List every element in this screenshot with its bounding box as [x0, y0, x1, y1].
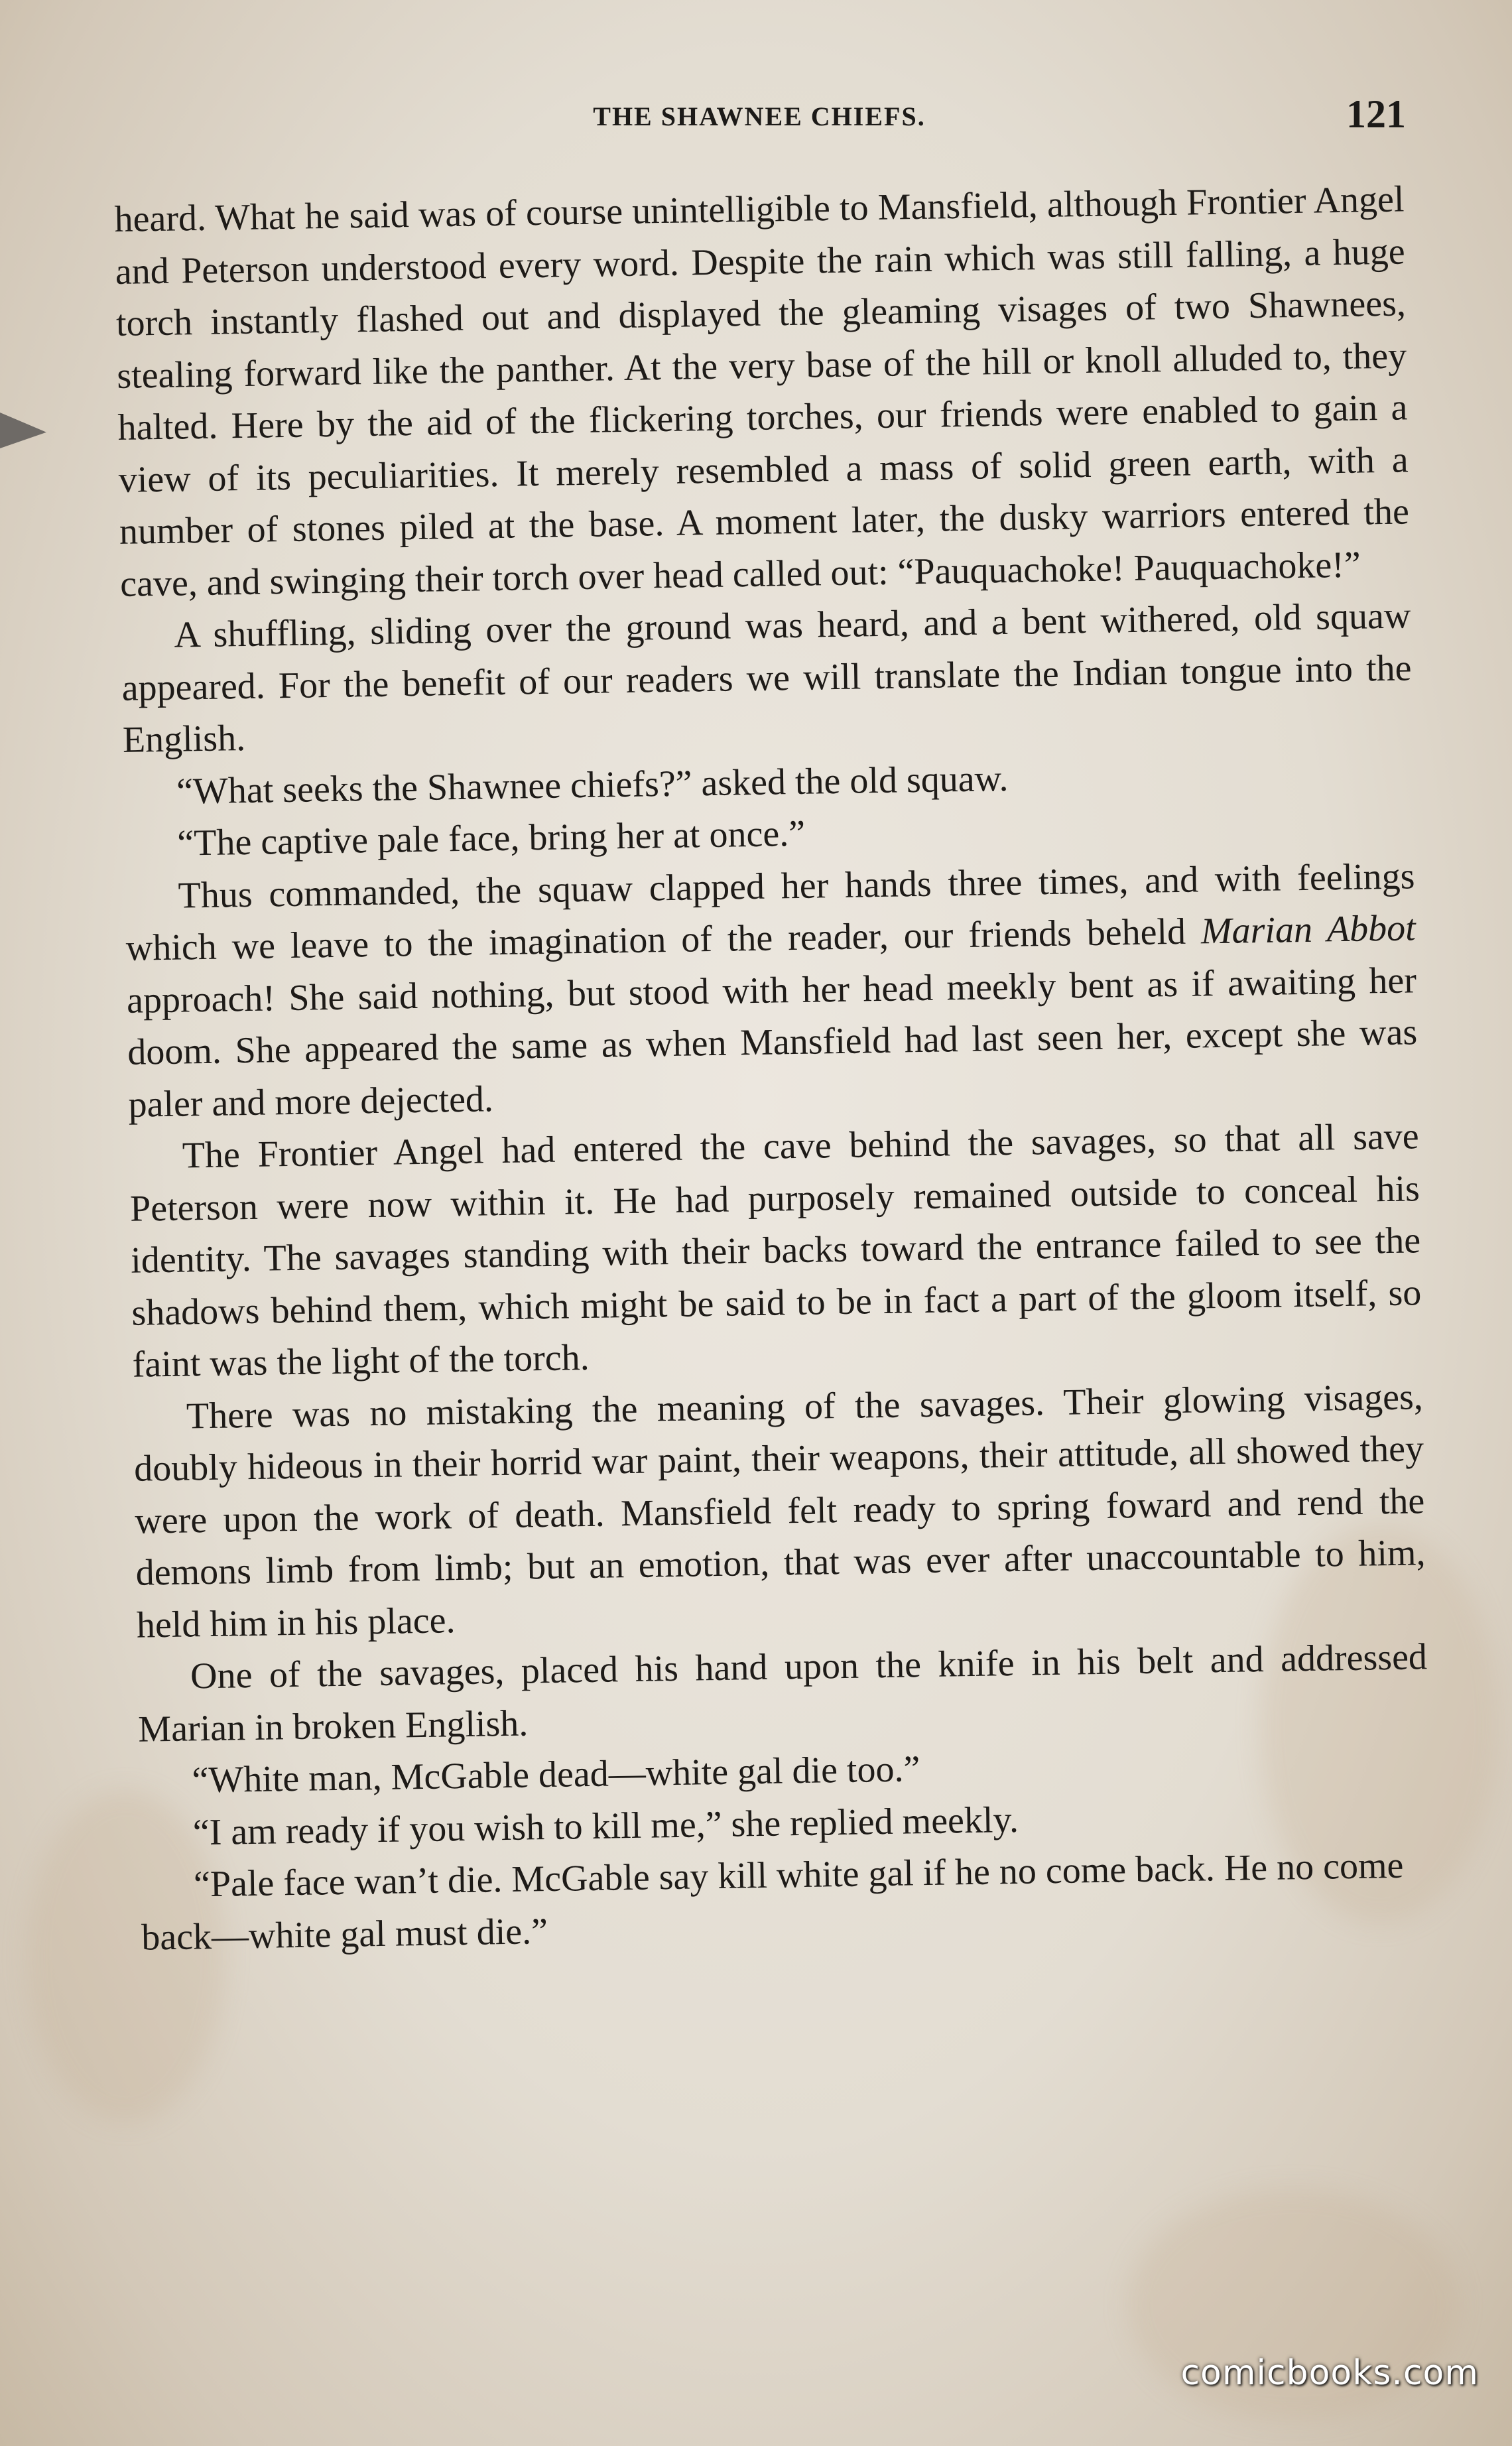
paragraph-2: A shuffling, sliding over the ground was heard, and a bent withered, old squaw appeared. For the benefit of our readers we will translate the Indian tongue into the English.: [121, 595, 1412, 761]
paragraph-5: [125, 850, 1418, 1131]
paragraph-8: One of the savages, placed his hand upon the knife in his belt and addressed Marian in broken English.: [137, 1636, 1428, 1750]
paragraph-6: The Frontier Angel had entered the cave behind the savages, so that all save Peterson were now within it. He had purposely remained outside to conceal his identity. The savages standing with their backs toward the entrance failed to see the shadows behind them, which might be said to be in fact a part of the gloom itself, so faint was the light of the torch.: [129, 1116, 1422, 1385]
running-title: THE SHAWNEE CHIEFS.: [593, 101, 926, 131]
dialog-line-1: “What seeks the Shawnee chiefs?” asked the old squaw.: [176, 757, 1009, 812]
paragraph-5-after: approach! She said nothing, but stood with her head meekly bent as if awaiting her doom. She appeared the same as when Mansfield had last seen her, except she was paler and more dejected.: [126, 959, 1418, 1126]
dialog-line-3: “White man, McGable dead—white gal die too.”: [192, 1748, 920, 1801]
character-name-italic: Marian Abbot: [1200, 907, 1417, 952]
page-number: 121: [1346, 92, 1406, 136]
paragraph-5-before: Thus commanded, the squaw clapped her hands three times, and with feelings which we leave to the imagination of the reader, our friends beheld: [125, 855, 1415, 969]
dialog-line-4: “I am ready if you wish to kill me,” she replied meekly.: [192, 1799, 1019, 1853]
watermark: comicbooks.com: [1180, 2353, 1479, 2393]
body-text: [114, 173, 1432, 1963]
dialog-line-5: “Pale face wan’t die. McGable say kill white gal if he no come back. He no come back—white gal must die.”: [141, 1844, 1404, 1959]
paragraph-7: There was no mistaking the meaning of the savages. Their glowing visages, doubly hideous in their horrid war paint, their weapons, their attitude, all showed they were upon the work of death. Mansfield felt ready to spring foward and rend the demons limb from limb; but an emotion, that was ever after unaccountable to him, held him in his place.: [133, 1376, 1426, 1646]
page-edge-mark: [0, 413, 46, 448]
dialog-line-2: “The captive pale face, bring her at once.”: [176, 812, 806, 864]
page-header: [113, 92, 1406, 145]
paragraph-1: heard. What he said was of course unintelligible to Mansfield, although Frontier Angel and Peterson understood every word. Despite the rain which was still falling, a huge torch instantly flashed out and displayed the gleaming visages of two Shawnees, stealing forward like the panther. At the very base of the hill or knoll alluded to, they halted. Here by the aid of the flickering torches, our friends were enabled to gain a view of its peculiarities. It merely resembled a mass of solid green earth, with a number of stones piled at the base. A moment later, the dusky warriors entered the cave, and swinging their torch over head called out: “Pauquachoke! Pauquachoke!”: [114, 178, 1410, 605]
